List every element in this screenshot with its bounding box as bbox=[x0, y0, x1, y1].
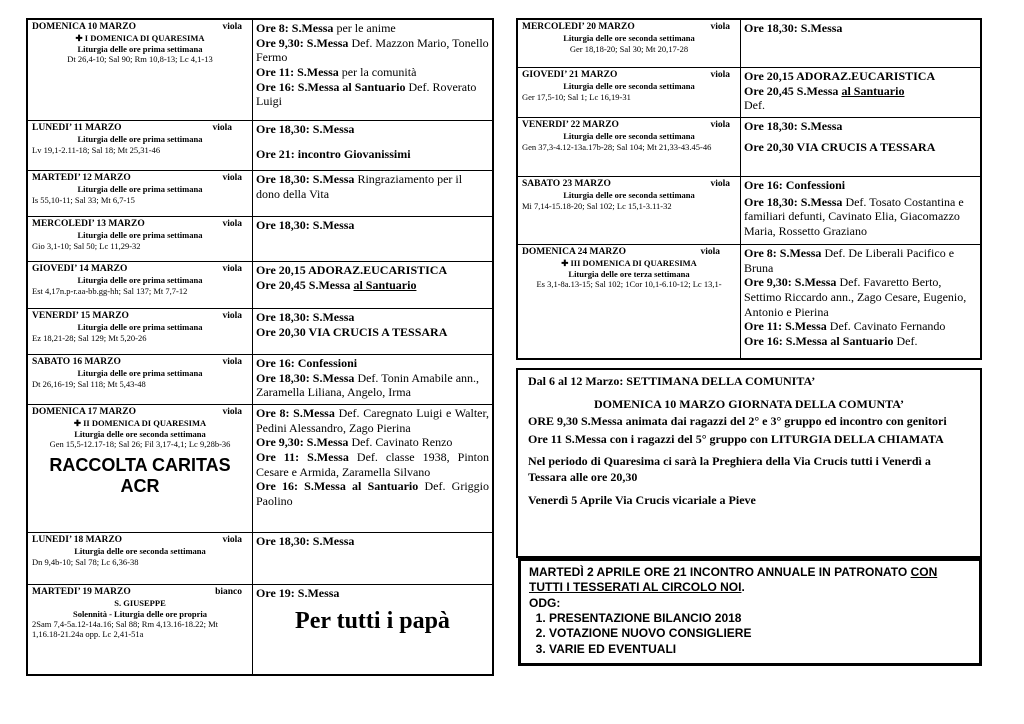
feast-name: ✚ I DOMENICA DI QUARESIMA bbox=[75, 33, 205, 44]
mass-intention: Def. Roverato Luigi bbox=[256, 79, 477, 109]
day-row-14 bbox=[518, 245, 980, 358]
mass-time: Ore 8: S.Messa bbox=[744, 246, 822, 260]
mass-time: Ore 18,30: S.Messa bbox=[256, 218, 355, 232]
day-date: MARTEDI’ 19 MARZO bbox=[32, 587, 131, 597]
feast-name: S. GIUSEPPE bbox=[114, 598, 166, 609]
readings: 2Sam 7,4-5a.12-14a.16; Sal 88; Rm 4,13.16-18.22; Mt 1,16.18-21.24a opp. Lc 2,41-51a bbox=[32, 618, 219, 639]
liturgy-week: Liturgia delle ore terza settimana bbox=[568, 268, 690, 279]
day-row-9 bbox=[28, 585, 492, 674]
masses-cell bbox=[253, 585, 492, 674]
mass-intention: Def. Favaretto Berto, Settimo Riccardo ann., Zago Cesare, Eugenio, Antonio e Pierina bbox=[744, 275, 967, 319]
mass-intention: Def. Cavinato Fernando bbox=[826, 319, 946, 334]
mass-time: Ore 20,15 ADORAZ.EUCARISTICA bbox=[744, 69, 936, 83]
day-date: VENERDI’ 15 MARZO bbox=[32, 311, 129, 321]
liturgy-week: Liturgia delle ore seconda settimana bbox=[563, 33, 695, 44]
liturgy-week: Liturgia delle ore seconda settimana bbox=[74, 546, 206, 557]
day-row-3 bbox=[28, 217, 492, 262]
mass-intention: per la comunità bbox=[338, 64, 417, 79]
readings: Ger 17,5-10; Sal 1; Lc 16,19-31 bbox=[522, 91, 631, 102]
mass-time: Ore 18,30: S.Messa bbox=[256, 172, 355, 186]
masses-cell bbox=[253, 309, 492, 354]
day-date: LUNEDI’ 18 MARZO bbox=[32, 535, 123, 545]
day-row-2 bbox=[28, 171, 492, 217]
masses-cell bbox=[741, 177, 980, 244]
liturgical-color: viola bbox=[222, 311, 242, 321]
day-row-5 bbox=[28, 309, 492, 355]
mass-time: Ore 8: S.Messa bbox=[256, 21, 334, 35]
day-header-cell bbox=[518, 245, 741, 358]
mass-intention: Def. Tosato Costantina e familiari defunti, Cavinato Elia, Giacomazzo Maria, Rossetto Graziano bbox=[744, 194, 964, 238]
day-header-cell bbox=[28, 405, 253, 532]
readings: Gen 37,3-4.12-13a.17b-28; Sal 104; Mt 21,33-43.45-46 bbox=[522, 141, 712, 152]
agenda-item: 3. VARIE ED EVENTUALI bbox=[549, 642, 971, 657]
mass-time: Ore 9,30: S.Messa bbox=[744, 275, 837, 290]
readings: Dt 26,4-10; Sal 90; Rm 10,8-13; Lc 4,1-13 bbox=[67, 53, 213, 64]
readings: Dn 9,4b-10; Sal 78; Lc 6,36-38 bbox=[32, 556, 139, 567]
day-row-0 bbox=[28, 20, 492, 121]
liturgical-color: viola bbox=[222, 264, 242, 274]
day-row-4 bbox=[28, 262, 492, 309]
readings: Es 3,1-8a.13-15; Sal 102; 1Cor 10,1-6.10-12; Lc 13,1- bbox=[536, 278, 722, 289]
left-schedule bbox=[26, 18, 494, 676]
masses-cell bbox=[741, 68, 980, 117]
day-date: DOMENICA 10 MARZO bbox=[32, 22, 136, 32]
liturgical-color: viola bbox=[710, 70, 730, 80]
liturgy-week: Liturgia delle ore prima settimana bbox=[77, 230, 203, 241]
day-row-7 bbox=[28, 405, 492, 533]
masses-cell bbox=[253, 171, 492, 216]
readings: Lv 19,1-2.11-18; Sal 18; Mt 25,31-46 bbox=[32, 144, 161, 155]
liturgy-week: Liturgia delle ore seconda settimana bbox=[563, 131, 695, 142]
readings: Gen 15,5-12.17-18; Sal 26; Fil 3,17-4,1; Lc 9,28b-36 bbox=[49, 438, 231, 449]
mass-intention: Def. Tonin Amabile ann., Zaramella Liliana, Angelo, Irma bbox=[256, 370, 480, 400]
mass-time: Ore 18,30: S.Messa bbox=[256, 534, 355, 548]
fathers-day-banner: Per tutti i papà bbox=[295, 607, 450, 634]
liturgical-color: viola bbox=[710, 120, 730, 130]
mass-time: Ore 18,30: S.Messa bbox=[744, 194, 843, 209]
day-date: SABATO 16 MARZO bbox=[32, 357, 121, 367]
liturgical-color: viola bbox=[700, 247, 720, 257]
liturgical-color: viola bbox=[222, 22, 242, 32]
readings: Is 55,10-11; Sal 33; Mt 6,7-15 bbox=[32, 194, 135, 205]
day-row-11 bbox=[518, 68, 980, 118]
community-week-title: Dal 6 al 12 Marzo: SETTIMANA DELLA COMUNITA’ bbox=[528, 374, 816, 388]
community-week-box bbox=[516, 368, 982, 558]
day-row-6 bbox=[28, 355, 492, 405]
readings: Ger 18,18-20; Sal 30; Mt 20,17-28 bbox=[569, 43, 689, 54]
mass-time: Ore 16: S.Messa al Santuario bbox=[744, 333, 894, 348]
masses-cell bbox=[253, 405, 492, 532]
day-date: MARTEDI’ 12 MARZO bbox=[32, 173, 131, 183]
mass-intention: per le anime bbox=[333, 21, 396, 35]
readings: Gio 3,1-10; Sal 50; Lc 11,29-32 bbox=[32, 240, 141, 251]
community-day-title: DOMENICA 10 MARZO GIORNATA DELLA COMUNTA’ bbox=[593, 396, 905, 411]
masses-cell bbox=[253, 355, 492, 404]
masses-cell bbox=[253, 533, 492, 584]
masses-cell bbox=[741, 20, 980, 67]
liturgical-color: viola bbox=[222, 357, 242, 367]
day-header-cell bbox=[28, 217, 253, 261]
readings: Est 4,17n.p-r.aa-bb.gg-hh; Sal 137; Mt 7,7-12 bbox=[32, 285, 188, 296]
liturgical-color: viola bbox=[222, 219, 242, 229]
mass-time: Ore 16: Confessioni bbox=[256, 356, 358, 370]
mass-time: Ore 18,30: S.Messa bbox=[256, 370, 355, 385]
mass-intention: Ringraziamento per il dono della Vita bbox=[256, 172, 463, 201]
liturgy-week: Liturgia delle ore seconda settimana bbox=[563, 190, 695, 201]
liturgy-week: Liturgia delle ore prima settimana bbox=[77, 368, 203, 379]
liturgy-week: Liturgia delle ore seconda settimana bbox=[74, 428, 206, 439]
info-line: Nel periodo di Quaresima ci sarà la Preghiera della Via Crucis tutti i Venerdì a Tessara alle ore 20,30 bbox=[528, 454, 931, 484]
mass-intention: Def. Cavinato Renzo bbox=[348, 435, 453, 450]
day-header-cell bbox=[28, 20, 253, 120]
masses-cell bbox=[741, 118, 980, 176]
info-line: Ore 11 S.Messa con i ragazzi del 5° gruppo con LITURGIA DELLA CHIAMATA bbox=[528, 431, 944, 446]
mass-time: Ore 9,30: S.Messa bbox=[256, 435, 349, 450]
masses-cell bbox=[253, 262, 492, 308]
day-header-cell bbox=[28, 309, 253, 354]
annual-meeting-notice bbox=[518, 558, 982, 666]
mass-location: al Santuario bbox=[353, 277, 417, 292]
mass-time: Ore 8: S.Messa bbox=[256, 406, 335, 420]
mass-time: Ore 18,30: S.Messa bbox=[256, 310, 355, 324]
agenda-list bbox=[529, 611, 971, 657]
day-row-8 bbox=[28, 533, 492, 585]
day-date: VENERDI’ 22 MARZO bbox=[522, 120, 619, 130]
day-date: MERCOLEDI’ 20 MARZO bbox=[522, 22, 635, 32]
day-date: LUNEDI’ 11 MARZO bbox=[32, 123, 122, 133]
right-schedule bbox=[516, 18, 982, 360]
liturgy-week: Liturgia delle ore prima settimana bbox=[77, 43, 203, 54]
day-header-cell bbox=[518, 118, 741, 176]
liturgy-week: Liturgia delle ore prima settimana bbox=[77, 275, 203, 286]
mass-time: Ore 11: S.Messa bbox=[744, 319, 827, 334]
day-row-12 bbox=[518, 118, 980, 177]
notice-title: MARTEDÌ 2 APRILE ORE 21 INCONTRO ANNUALE IN PATRONATO CON TUTTI I TESSERATI AL CIRCOLO NOI. bbox=[529, 565, 938, 595]
day-header-cell bbox=[28, 355, 253, 404]
day-date: SABATO 23 MARZO bbox=[522, 179, 611, 189]
liturgical-color: viola bbox=[710, 22, 730, 32]
mass-time: Ore 16: S.Messa al Santuario bbox=[256, 479, 419, 494]
day-header-cell bbox=[518, 177, 741, 244]
day-header-cell bbox=[518, 68, 741, 117]
masses-cell bbox=[253, 20, 492, 120]
masses-cell bbox=[253, 217, 492, 261]
mass-time: Ore 20,15 ADORAZ.EUCARISTICA bbox=[256, 263, 448, 277]
day-row-10 bbox=[518, 20, 980, 68]
agenda-item: 1. PRESENTAZIONE BILANCIO 2018 bbox=[549, 611, 971, 626]
feast-name: ✚ II DOMENICA DI QUARESIMA bbox=[73, 418, 207, 429]
masses-cell bbox=[253, 121, 492, 170]
mass-location: al Santuario bbox=[841, 83, 905, 98]
mass-intention: Def. bbox=[893, 333, 918, 348]
day-date: MERCOLEDI’ 13 MARZO bbox=[32, 219, 145, 229]
day-date: DOMENICA 24 MARZO bbox=[522, 247, 626, 257]
liturgical-color: viola bbox=[222, 535, 242, 545]
agenda-item: 2. VOTAZIONE NUOVO CONSIGLIERE bbox=[549, 626, 971, 641]
liturgy-week: Liturgia delle ore prima settimana bbox=[77, 134, 203, 145]
mass-time: Ore 9,30: S.Messa bbox=[256, 35, 349, 50]
mass-intention: Def. classe 1938, Pinton Cesare e Armida, Zaramella Silvano bbox=[256, 449, 489, 479]
mass-intention: Def. Caregnato Luigi e Walter, Pedini Alessandro, Zago Pierina bbox=[256, 406, 490, 435]
mass-time: Ore 18,30: S.Messa bbox=[744, 119, 843, 133]
mass-intention: Def. De Liberali Pacifico e Bruna bbox=[744, 246, 955, 275]
day-header-cell bbox=[28, 533, 253, 584]
mass-time: Ore 16: Confessioni bbox=[744, 178, 846, 192]
day-row-1 bbox=[28, 121, 492, 171]
liturgy-week: Solennità - Liturgia delle ore propria bbox=[72, 608, 208, 619]
mass-time: Ore 16: S.Messa al Santuario bbox=[256, 79, 406, 94]
mass-time: Ore 20,45 S.Messa bbox=[256, 277, 354, 292]
caritas-banner: RACCOLTA CARITAS ACR bbox=[49, 454, 231, 496]
day-header-cell bbox=[28, 121, 253, 170]
day-date: GIOVEDI’ 21 MARZO bbox=[522, 70, 618, 80]
mass-time: Ore 21: incontro Giovanissimi bbox=[256, 146, 411, 161]
day-date: GIOVEDI’ 14 MARZO bbox=[32, 264, 128, 274]
mass-time: Ore 18,30: S.Messa bbox=[744, 21, 843, 35]
mass-time: Ore 11: S.Messa bbox=[256, 64, 339, 79]
day-header-cell bbox=[518, 20, 741, 67]
info-line: Venerdì 5 Aprile Via Crucis vicariale a Pieve bbox=[528, 492, 756, 507]
readings: Ez 18,21-28; Sal 129; Mt 5,20-26 bbox=[32, 332, 147, 343]
day-header-cell bbox=[28, 585, 253, 674]
readings: Dt 26,16-19; Sal 118; Mt 5,43-48 bbox=[32, 378, 146, 389]
liturgy-week: Liturgia delle ore seconda settimana bbox=[563, 81, 695, 92]
mass-intention: Def. bbox=[744, 98, 765, 113]
readings: Mi 7,14-15.18-20; Sal 102; Lc 15,1-3.11-32 bbox=[522, 200, 672, 211]
mass-intention: Def. Griggio Paolino bbox=[256, 479, 489, 508]
feast-name: ✚ III DOMENICA DI QUARESIMA bbox=[561, 258, 697, 269]
masses-cell bbox=[741, 245, 980, 358]
day-date: DOMENICA 17 MARZO bbox=[32, 407, 136, 417]
mass-time: Ore 18,30: S.Messa bbox=[256, 122, 355, 136]
day-header-cell bbox=[28, 262, 253, 308]
agenda-label: ODG: bbox=[529, 595, 561, 610]
day-header-cell bbox=[28, 171, 253, 216]
liturgical-color: viola bbox=[222, 407, 242, 417]
liturgical-color: viola bbox=[222, 173, 242, 183]
liturgical-color: bianco bbox=[215, 587, 242, 597]
mass-time: Ore 19: S.Messa bbox=[256, 586, 340, 600]
mass-intention: Def. Mazzon Mario, Tonello Fermo bbox=[256, 35, 489, 65]
mass-time: Ore 20,30 VIA CRUCIS A TESSARA bbox=[744, 139, 936, 154]
day-row-13 bbox=[518, 177, 980, 245]
info-line: ORE 9,30 S.Messa animata dai ragazzi del 2° e 3° gruppo ed incontro con genitori bbox=[528, 414, 947, 429]
liturgy-week: Liturgia delle ore prima settimana bbox=[77, 184, 203, 195]
liturgical-color: viola bbox=[710, 179, 730, 189]
mass-time: Ore 20,45 S.Messa bbox=[744, 83, 842, 98]
mass-time: Ore 11: S.Messa bbox=[256, 449, 349, 464]
mass-time: Ore 20,30 VIA CRUCIS A TESSARA bbox=[256, 324, 448, 339]
liturgy-week: Liturgia delle ore prima settimana bbox=[77, 322, 203, 333]
liturgical-color: viola bbox=[212, 123, 232, 133]
